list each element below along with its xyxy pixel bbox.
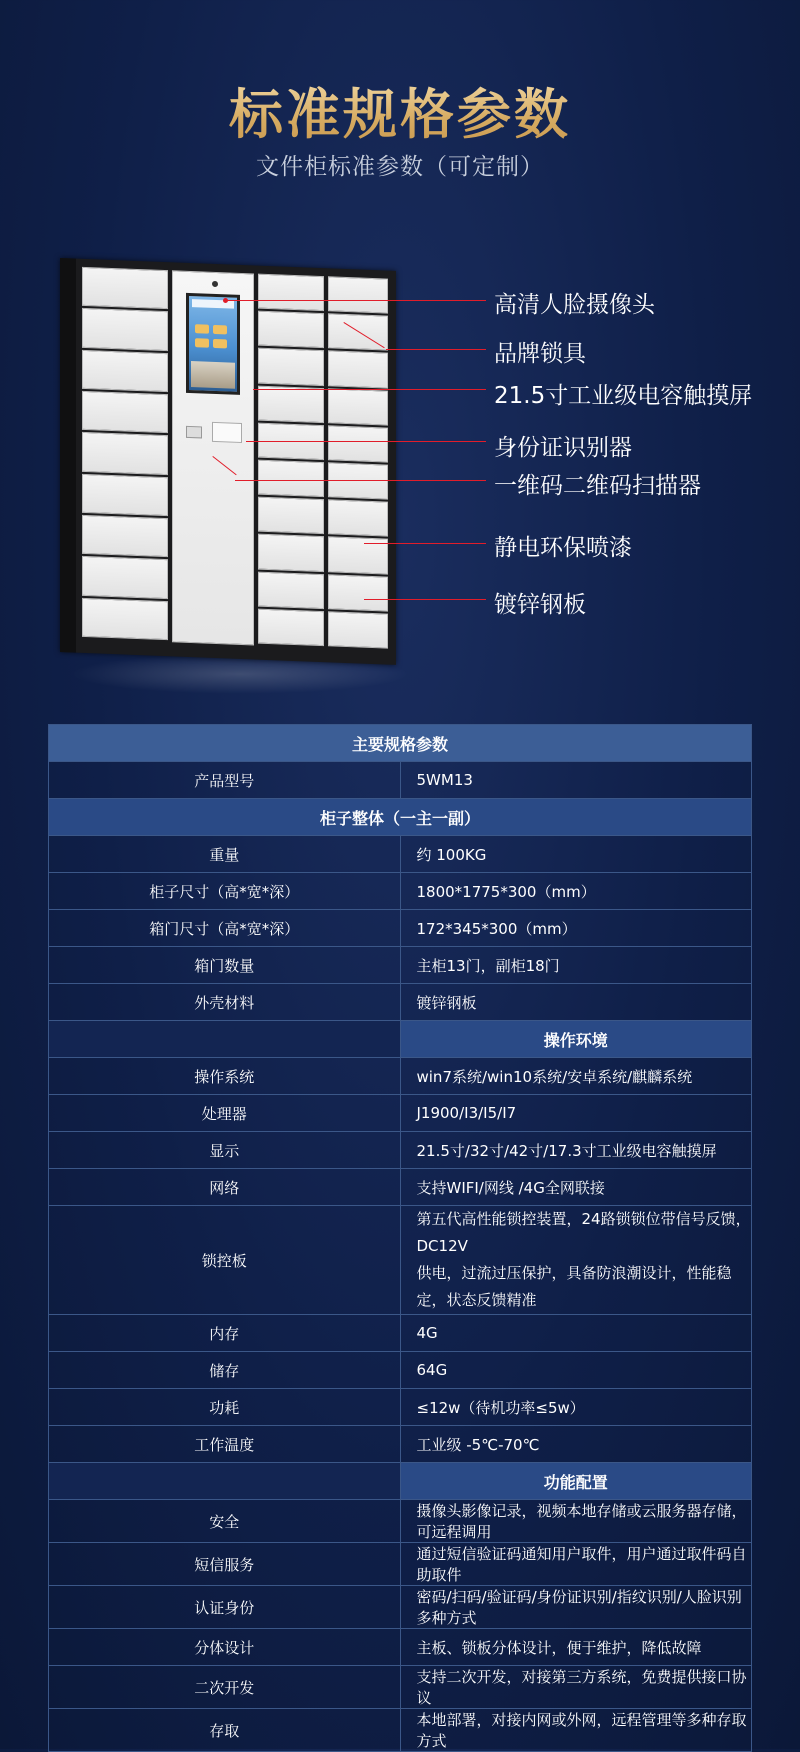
row-value: 64G bbox=[400, 1352, 752, 1389]
row-value: 支持二次开发，对接第三方系统，免费提供接口协议 bbox=[400, 1666, 752, 1709]
pointer-dot-camera bbox=[223, 298, 228, 303]
row-label: 箱门尺寸（高*宽*深） bbox=[49, 910, 401, 947]
table-row bbox=[49, 947, 752, 984]
row-value: J1900/I3/I5/I7 bbox=[400, 1095, 752, 1132]
row-label: 箱门数量 bbox=[49, 947, 401, 984]
locker-door bbox=[82, 350, 168, 393]
locker-door bbox=[328, 425, 388, 462]
row-label: 操作系统 bbox=[49, 1058, 401, 1095]
table-row bbox=[49, 1352, 752, 1389]
table-row bbox=[49, 1132, 752, 1169]
locker-door bbox=[258, 274, 324, 312]
locker-door bbox=[328, 351, 388, 388]
row-value: 1800*1775*300（mm） bbox=[400, 873, 752, 910]
row-label: 分体设计 bbox=[49, 1629, 401, 1666]
row-value: 172*345*300（mm） bbox=[400, 910, 752, 947]
section-row bbox=[49, 1021, 752, 1058]
row-value: win7系统/win10系统/安卓系统/麒麟系统 bbox=[400, 1058, 752, 1095]
pointer-line-steel bbox=[364, 599, 486, 600]
table-row bbox=[49, 1666, 752, 1709]
row-label: 二次开发 bbox=[49, 1666, 401, 1709]
table-row bbox=[49, 1315, 752, 1352]
row-label: 安全 bbox=[49, 1500, 401, 1543]
locker-door bbox=[82, 598, 168, 641]
locker-column bbox=[258, 274, 324, 649]
table-row bbox=[49, 762, 752, 799]
table-row bbox=[49, 1586, 752, 1629]
pointer-line-camera bbox=[226, 300, 486, 301]
row-value bbox=[400, 1206, 752, 1315]
locker-door bbox=[82, 556, 168, 599]
row-label: 重量 bbox=[49, 836, 401, 873]
table-row bbox=[49, 873, 752, 910]
row-value: 密码/扫码/验证码/身份证识别/指纹识别/人脸识别多种方式 bbox=[400, 1586, 752, 1629]
section-blank-cell bbox=[49, 1463, 401, 1500]
locker-column bbox=[82, 267, 168, 642]
table-row bbox=[49, 836, 752, 873]
section-header: 功能配置 bbox=[400, 1463, 752, 1500]
qr-scanner-icon bbox=[186, 426, 202, 439]
callout-camera: 高清人脸摄像头 bbox=[494, 292, 655, 318]
camera-icon bbox=[212, 281, 218, 287]
id-card-reader-icon bbox=[212, 422, 242, 443]
row-label: 处理器 bbox=[49, 1095, 401, 1132]
table-row bbox=[49, 1629, 752, 1666]
locker-door bbox=[328, 462, 388, 499]
locker-cabinet-image bbox=[60, 258, 410, 658]
row-value: 主柜13门，副柜18门 bbox=[400, 947, 752, 984]
table-row bbox=[49, 1058, 752, 1095]
callout-paint: 静电环保喷漆 bbox=[494, 535, 632, 561]
row-label: 功耗 bbox=[49, 1389, 401, 1426]
row-label: 认证身份 bbox=[49, 1586, 401, 1629]
locker-door bbox=[258, 348, 324, 386]
row-label: 工作温度 bbox=[49, 1426, 401, 1463]
row-label: 存取 bbox=[49, 1709, 401, 1752]
row-value: 本地部署，对接内网或外网，远程管理等多种存取方式 bbox=[400, 1709, 752, 1752]
table-row bbox=[49, 1095, 752, 1132]
cabinet-frame bbox=[60, 258, 396, 665]
locker-door bbox=[258, 497, 324, 535]
locker-door bbox=[82, 432, 168, 475]
table-row bbox=[49, 1169, 752, 1206]
row-label: 网络 bbox=[49, 1169, 401, 1206]
table-row bbox=[49, 1543, 752, 1586]
table-row bbox=[49, 1426, 752, 1463]
table-header-row bbox=[49, 725, 752, 762]
locker-door bbox=[328, 388, 388, 425]
cabinet-side-panel bbox=[60, 258, 76, 653]
locker-door bbox=[328, 574, 388, 611]
table-row bbox=[49, 1206, 752, 1315]
locker-door bbox=[82, 515, 168, 558]
row-value: 约 100KG bbox=[400, 836, 752, 873]
table-row bbox=[49, 910, 752, 947]
table-row bbox=[49, 1709, 752, 1752]
locker-door bbox=[82, 391, 168, 434]
row-value: 21.5寸/32寸/42寸/17.3寸工业级电容触摸屏 bbox=[400, 1132, 752, 1169]
locker-door bbox=[258, 608, 324, 646]
row-value: 镀锌钢板 bbox=[400, 984, 752, 1021]
row-label: 外壳材料 bbox=[49, 984, 401, 1021]
locker-door bbox=[82, 308, 168, 351]
pointer-line-paint bbox=[364, 543, 486, 544]
table-row bbox=[49, 1500, 752, 1543]
row-value: 主板、锁板分体设计，便于维护，降低故障 bbox=[400, 1629, 752, 1666]
row-label: 柜子尺寸（高*宽*深） bbox=[49, 873, 401, 910]
callout-lock: 品牌锁具 bbox=[494, 341, 586, 367]
locker-door bbox=[82, 474, 168, 517]
locker-door bbox=[258, 311, 324, 349]
section-row bbox=[49, 1463, 752, 1500]
callout-scanner: 一维码二维码扫描器 bbox=[494, 473, 701, 499]
touch-screen bbox=[186, 293, 240, 395]
locker-door bbox=[258, 460, 324, 498]
pointer-line-lock bbox=[386, 349, 486, 350]
locker-door bbox=[258, 385, 324, 423]
row-label: 内存 bbox=[49, 1315, 401, 1352]
row-label: 短信服务 bbox=[49, 1543, 401, 1586]
section-header: 柜子整体（一主一副） bbox=[49, 799, 752, 836]
locker-door bbox=[258, 534, 324, 572]
row-label: 显示 bbox=[49, 1132, 401, 1169]
locker-door bbox=[258, 571, 324, 609]
pointer-line-screen bbox=[253, 389, 486, 390]
table-main-header: 主要规格参数 bbox=[49, 725, 752, 762]
row-value: 5WM13 bbox=[400, 762, 752, 799]
callout-id-reader: 身份证识别器 bbox=[494, 435, 632, 461]
row-label: 储存 bbox=[49, 1352, 401, 1389]
row-value: 支持WIFI/网线 /4G全网联接 bbox=[400, 1169, 752, 1206]
row-value: 4G bbox=[400, 1315, 752, 1352]
section-blank-cell bbox=[49, 1021, 401, 1058]
locker-door bbox=[328, 611, 388, 648]
callout-steel: 镀锌钢板 bbox=[494, 592, 586, 618]
row-label: 产品型号 bbox=[49, 762, 401, 799]
locker-door bbox=[328, 499, 388, 536]
locker-door bbox=[82, 267, 168, 310]
row-label: 锁控板 bbox=[49, 1206, 401, 1315]
pointer-line-id-reader bbox=[246, 441, 486, 442]
callout-screen: 21.5寸工业级电容触摸屏 bbox=[494, 383, 753, 409]
page-title: 标准规格参数 bbox=[0, 72, 800, 149]
row-value: 通过短信验证码通知用户取件，用户通过取件码自助取件 bbox=[400, 1543, 752, 1586]
row-value: ≤12w（待机功率≤5w） bbox=[400, 1389, 752, 1426]
spec-table bbox=[48, 724, 752, 1752]
locker-door bbox=[328, 276, 388, 313]
section-row bbox=[49, 799, 752, 836]
table-row bbox=[49, 1389, 752, 1426]
section-header: 操作环境 bbox=[400, 1021, 752, 1058]
row-value: 工业级 -5℃-70℃ bbox=[400, 1426, 752, 1463]
row-value-line: 供电，过流过压保护，具备防浪潮设计，性能稳定，状态反馈精准 bbox=[416, 1264, 732, 1309]
row-value-line: 第五代高性能锁控装置，24路锁锁位带信号反馈，DC12V bbox=[416, 1210, 751, 1255]
page-subtitle: 文件柜标准参数（可定制） bbox=[256, 154, 544, 180]
table-row bbox=[49, 984, 752, 1021]
row-value: 摄像头影像记录，视频本地存储或云服务器存储，可远程调用 bbox=[400, 1500, 752, 1543]
pointer-line-scanner bbox=[235, 480, 486, 481]
